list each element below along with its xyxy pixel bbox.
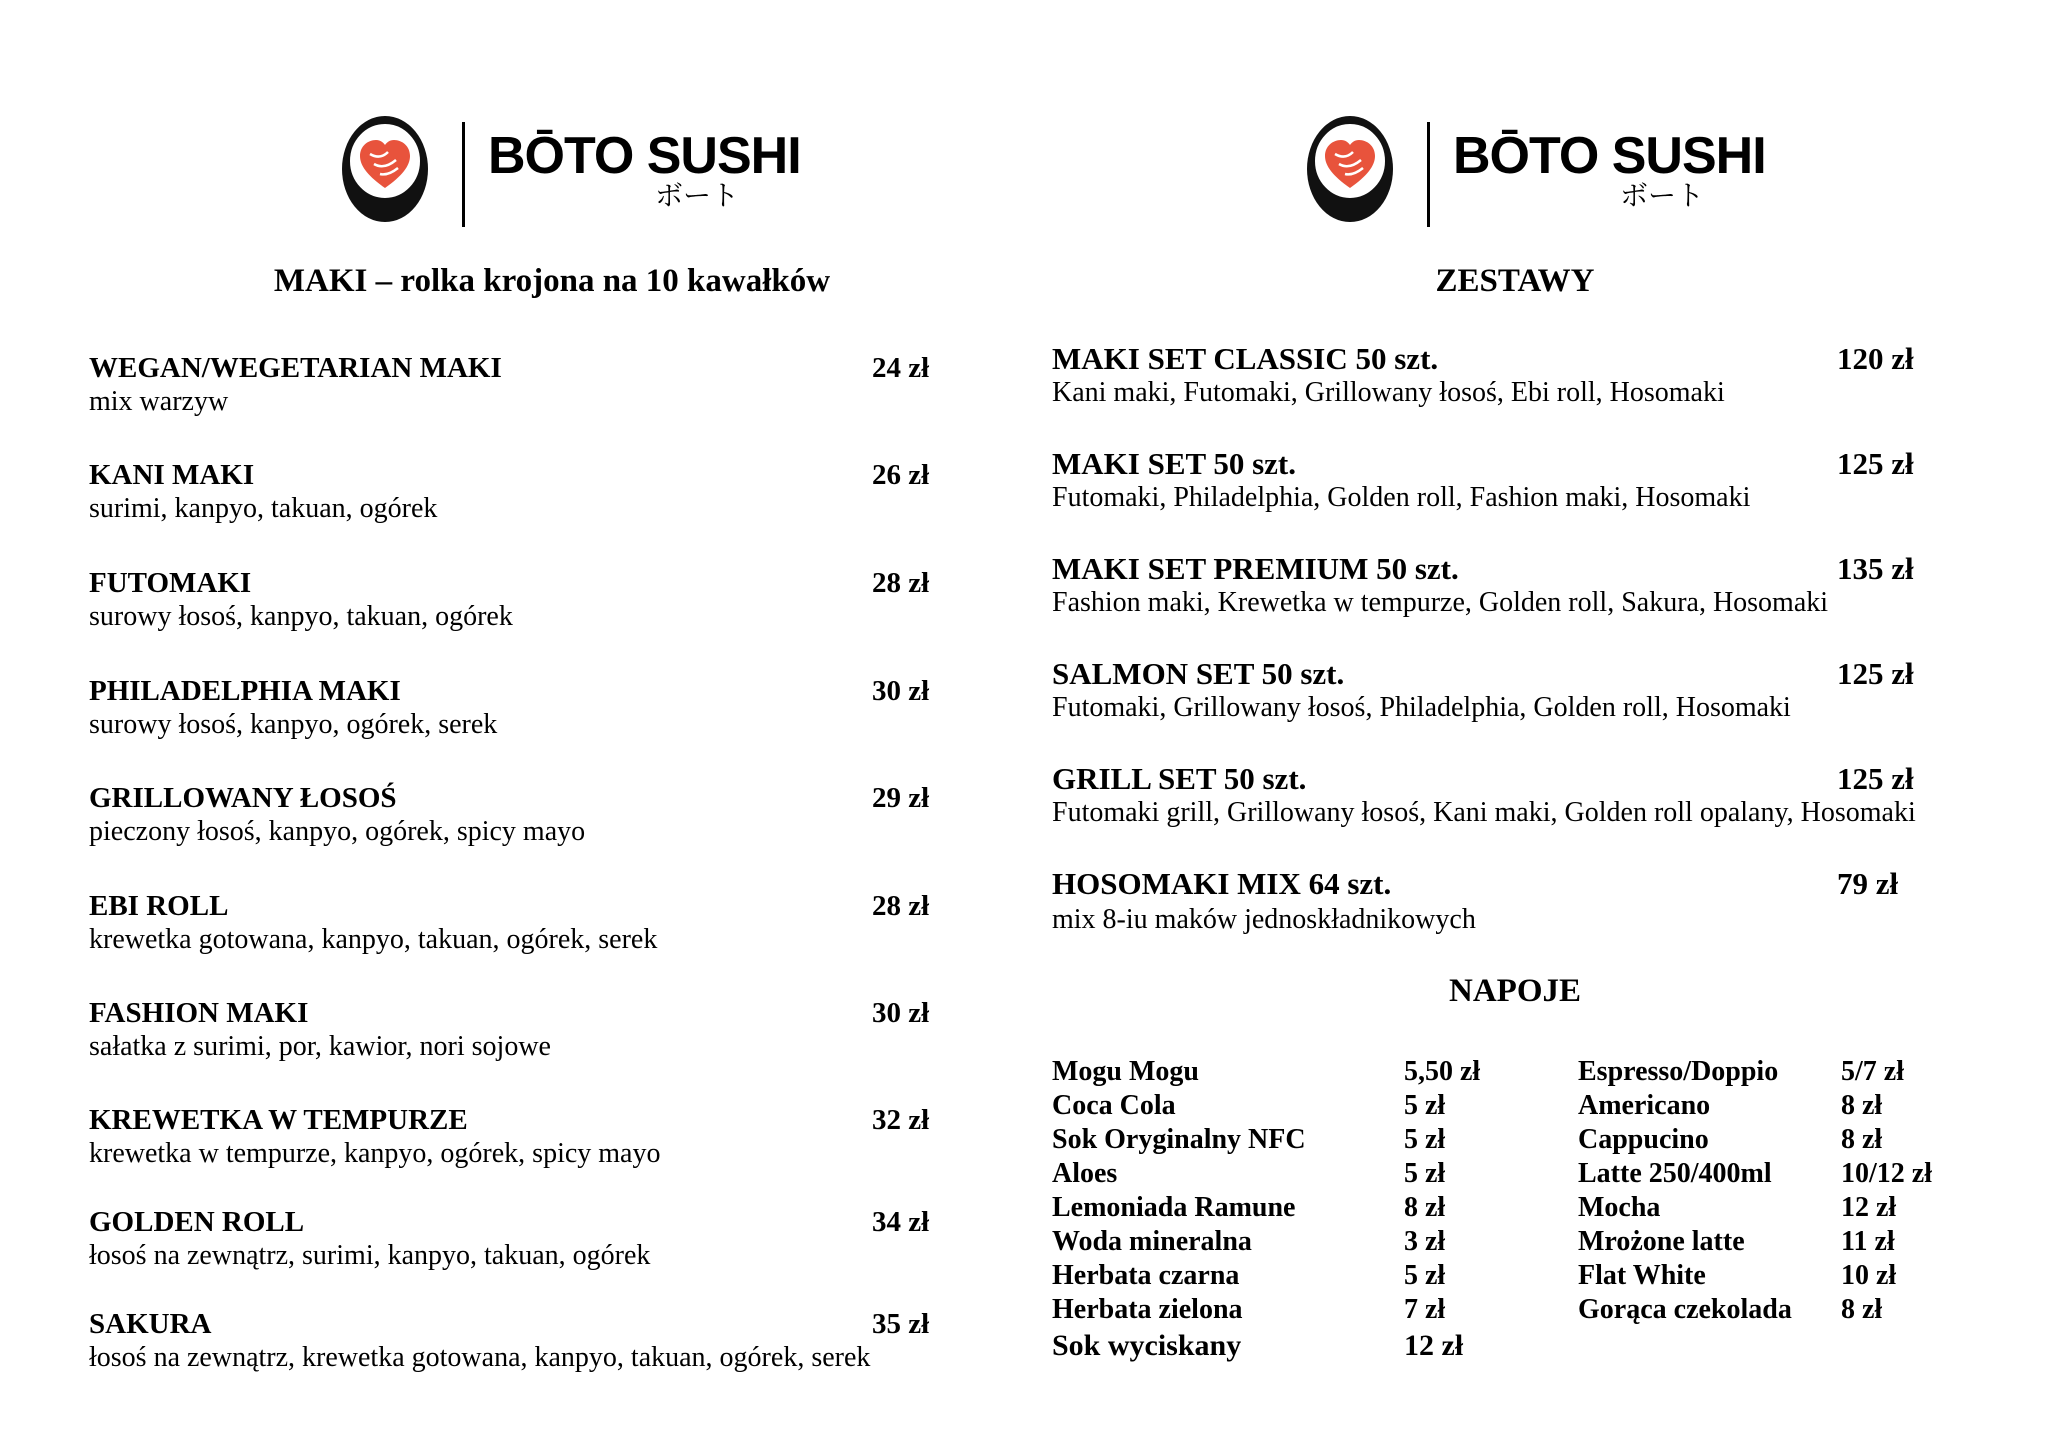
brand-subtitle: ボート	[1620, 179, 1705, 212]
drink-price: 10 zł	[1841, 1260, 1897, 1291]
menu-item-name: EBI ROLL	[89, 890, 229, 922]
drink-name: Sok wyciskany	[1052, 1329, 1242, 1362]
drink-price: 5 zł	[1404, 1090, 1446, 1121]
drink-name: Woda mineralna	[1052, 1226, 1252, 1257]
drink-price: 12 zł	[1404, 1329, 1464, 1362]
sets-section-title: ZESTAWY	[1435, 263, 1595, 299]
drink-price: 5,50 zł	[1404, 1056, 1481, 1087]
menu-item-description: pieczony łosoś, kanpyo, ogórek, spicy mayo	[89, 816, 586, 847]
menu-item-price: 30 zł	[872, 997, 930, 1029]
menu-item-description: surowy łosoś, kanpyo, takuan, ogórek	[89, 601, 513, 632]
drink-name: Herbata czarna	[1052, 1260, 1240, 1291]
logo-divider	[462, 122, 465, 227]
drink-name: Herbata zielona	[1052, 1294, 1243, 1325]
menu-item-name: WEGAN/WEGETARIAN MAKI	[89, 352, 502, 384]
menu-item-name: PHILADELPHIA MAKI	[89, 675, 401, 707]
menu-item-price: 32 zł	[872, 1104, 930, 1136]
menu-item-description: krewetka gotowana, kanpyo, takuan, ogórek, serek	[89, 924, 658, 955]
drinks-section-title: NAPOJE	[1449, 973, 1581, 1009]
menu-item-name: FUTOMAKI	[89, 567, 252, 599]
drink-name: Gorąca czekolada	[1578, 1294, 1792, 1325]
logo-right	[1305, 110, 1765, 230]
set-item-description: Fashion maki, Krewetka w tempurze, Golden roll, Sakura, Hosomaki	[1052, 587, 1829, 618]
set-item-description: mix 8-iu maków jednoskładnikowych	[1052, 904, 1476, 935]
drink-price: 5 zł	[1404, 1124, 1446, 1155]
set-item-price: 79 zł	[1837, 866, 1899, 901]
drink-name: Latte 250/400ml	[1578, 1158, 1772, 1189]
set-item-price: 125 zł	[1837, 761, 1914, 796]
drink-name: Mocha	[1578, 1192, 1661, 1223]
menu-item-description: krewetka w tempurze, kanpyo, ogórek, spicy mayo	[89, 1138, 661, 1169]
drink-price: 11 zł	[1841, 1226, 1895, 1257]
menu-item-description: surimi, kanpyo, takuan, ogórek	[89, 493, 438, 524]
set-item-name: MAKI SET CLASSIC 50 szt.	[1052, 341, 1439, 376]
menu-item-price: 28 zł	[872, 567, 930, 599]
brand-name: BŌTO SUSHI	[1453, 127, 1766, 185]
set-item-name: HOSOMAKI MIX 64 szt.	[1052, 866, 1392, 901]
logo-left	[340, 110, 800, 230]
menu-item-price: 24 zł	[872, 352, 930, 384]
set-item-name: MAKI SET 50 szt.	[1052, 446, 1297, 481]
drink-name: Espresso/Doppio	[1578, 1056, 1779, 1087]
set-item-description: Kani maki, Futomaki, Grillowany łosoś, Ebi roll, Hosomaki	[1052, 377, 1725, 408]
menu-item-price: 30 zł	[872, 675, 930, 707]
maki-section-title: MAKI – rolka krojona na 10 kawałków	[273, 263, 831, 299]
drink-price: 8 zł	[1841, 1294, 1883, 1325]
brand-name: BŌTO SUSHI	[488, 127, 801, 185]
set-item-description: Futomaki, Philadelphia, Golden roll, Fashion maki, Hosomaki	[1052, 482, 1751, 513]
set-item-description: Futomaki, Grillowany łosoś, Philadelphia, Golden roll, Hosomaki	[1052, 692, 1791, 723]
drink-name: Mrożone latte	[1578, 1226, 1745, 1257]
menu-item-price: 26 zł	[872, 459, 930, 491]
menu-item-description: surowy łosoś, kanpyo, ogórek, serek	[89, 709, 498, 740]
set-item-name: GRILL SET 50 szt.	[1052, 761, 1307, 796]
drink-price: 5 zł	[1404, 1260, 1446, 1291]
set-item-price: 135 zł	[1837, 551, 1914, 586]
drink-price: 5 zł	[1404, 1158, 1446, 1189]
set-item-price: 125 zł	[1837, 446, 1914, 481]
drink-name: Flat White	[1578, 1260, 1706, 1291]
drink-name: Aloes	[1052, 1158, 1118, 1189]
logo-divider	[1427, 122, 1430, 227]
drink-name: Cappucino	[1578, 1124, 1709, 1155]
drink-name: Americano	[1578, 1090, 1711, 1121]
drink-name: Lemoniada Ramune	[1052, 1192, 1296, 1223]
set-item-price: 120 zł	[1837, 341, 1914, 376]
menu-item-price: 28 zł	[872, 890, 930, 922]
set-item-price: 125 zł	[1837, 656, 1914, 691]
menu-item-name: GOLDEN ROLL	[89, 1206, 305, 1238]
drink-name: Sok Oryginalny NFC	[1052, 1124, 1306, 1155]
set-item-name: MAKI SET PREMIUM 50 szt.	[1052, 551, 1459, 586]
set-item-name: SALMON SET 50 szt.	[1052, 656, 1345, 691]
sushi-roll-icon	[340, 114, 430, 224]
brand-subtitle: ボート	[655, 179, 740, 212]
menu-item-name: SAKURA	[89, 1308, 212, 1340]
drink-price: 5/7 zł	[1841, 1056, 1904, 1087]
drink-price: 8 zł	[1404, 1192, 1446, 1223]
menu-item-name: KANI MAKI	[89, 459, 255, 491]
menu-item-description: łosoś na zewnątrz, surimi, kanpyo, takuan, ogórek	[89, 1240, 651, 1271]
menu-item-name: GRILLOWANY ŁOSOŚ	[89, 782, 397, 814]
menu-item-description: łosoś na zewnątrz, krewetka gotowana, kanpyo, takuan, ogórek, serek	[89, 1342, 871, 1373]
drink-price: 7 zł	[1404, 1294, 1446, 1325]
menu-item-price: 29 zł	[872, 782, 930, 814]
drink-price: 8 zł	[1841, 1124, 1883, 1155]
set-item-description: Futomaki grill, Grillowany łosoś, Kani maki, Golden roll opalany, Hosomaki	[1052, 797, 1916, 828]
menu-item-description: mix warzyw	[89, 386, 229, 417]
drink-name: Coca Cola	[1052, 1090, 1176, 1121]
drink-price: 3 zł	[1404, 1226, 1446, 1257]
menu-item-description: sałatka z surimi, por, kawior, nori sojowe	[89, 1031, 551, 1062]
menu-item-name: FASHION MAKI	[89, 997, 309, 1029]
sushi-roll-icon	[1305, 114, 1395, 224]
drink-price: 10/12 zł	[1841, 1158, 1932, 1189]
menu-item-name: KREWETKA W TEMPURZE	[89, 1104, 468, 1136]
menu-item-price: 35 zł	[872, 1308, 930, 1340]
drink-name: Mogu Mogu	[1052, 1056, 1199, 1087]
drink-price: 12 zł	[1841, 1192, 1897, 1223]
drink-price: 8 zł	[1841, 1090, 1883, 1121]
menu-item-price: 34 zł	[872, 1206, 930, 1238]
